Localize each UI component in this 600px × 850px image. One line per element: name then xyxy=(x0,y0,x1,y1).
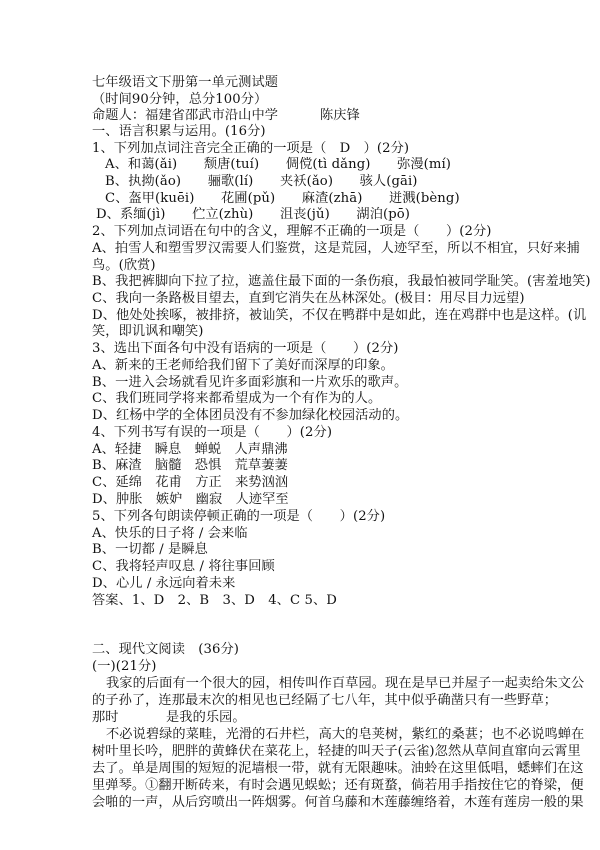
q3-option-a: A、新来的王老师给我们留下了美好而深厚的印象。 xyxy=(92,358,394,373)
passage-p2-line5: 会啪的一声，从后窍喷出一阵烟雾。何首乌藤和木莲藤缠络着，木莲有莲房一般的果 xyxy=(92,795,584,810)
q4-option-a: A、轻捷 瞬息 蝉蜕 人声鼎沸 xyxy=(92,442,288,457)
q1-option-b: B、执拗(ǎo) 骊歌(lí) 夹袄(ǎo) 骇人(gāi) xyxy=(105,174,418,189)
q1-option-a: A、和蔼(ǎi) 颓唐(tuí) 倜傥(tì dǎng) 弥漫(mí) xyxy=(105,157,452,172)
passage-p2-line2: 树叶里长吟，肥胖的黄蜂伏在菜花上，轻捷的叫天子(云雀)忽然从草间直窜向云霄里 xyxy=(92,744,581,759)
q1-stem: 1、下列加点词注音完全正确的一项是（ D ）(2分) xyxy=(92,141,410,156)
q3-stem: 3、选出下面各句中没有语病的一项是（ ）(2分) xyxy=(92,341,399,356)
section1-heading: 一、语言积累与运用。(16分) xyxy=(92,124,266,139)
q2-option-a-line1: A、拍雪人和塑雪罗汉需要人们鉴赏，这是荒园，人迹罕至，所以不相宜，只好来捕 xyxy=(92,241,580,256)
q5-option-b: B、一切都 / 是瞬息 xyxy=(92,542,208,557)
q5-option-a: A、快乐的日子将 / 会来临 xyxy=(92,526,248,541)
section2-heading: 二、现代文阅读 (36分) xyxy=(92,642,240,657)
passage-p2-line3: 去了。单是周围的短短的泥墙根一带，就有无限趣味。油蛉在这里低唱，蟋蟀们在这 xyxy=(92,761,584,776)
q2-option-b: B、我把裤脚向下拉了拉，遮盖住最下面的一条伤痕，我最怕被同学耻笑。(害羞地笑) xyxy=(92,274,591,289)
q3-option-d: D、红杨中学的全体团员没有不参加绿化校园活动的。 xyxy=(92,408,409,423)
q1-option-c: C、盔甲(kuēi) 花圃(pǔ) 麻渣(zhā) 迸溅(bèng) xyxy=(105,191,460,206)
passage-p1-line3a: 那时 xyxy=(92,710,119,725)
author-label: 命题人：福建省邵武市沿山中学 xyxy=(92,108,279,123)
q4-option-b: B、麻渣 脑髓 恐惧 荒草萋萋 xyxy=(92,458,288,473)
passage-p1-line3b: 是我的乐园。 xyxy=(166,710,246,725)
q2-option-c: C、我向一条路极目望去，直到它消失在丛林深处。(极目：用尽目力远望) xyxy=(92,291,525,306)
passage-p1-line2: 的子孙了，连那最末次的相见也已经隔了七八年，其中似乎确凿只有一些野草； xyxy=(92,693,558,708)
q3-option-b: B、一进入会场就看见许多面彩旗和一片欢乐的歌声。 xyxy=(92,375,408,390)
document-title: 七年级语文下册第一单元测试题 xyxy=(92,75,279,90)
reading-part1-heading: (一)(21分) xyxy=(92,659,157,674)
exam-time-info: （时间90分钟，总分100分） xyxy=(92,92,268,107)
q5-option-c: C、我将轻声叹息 / 将往事回顾 xyxy=(92,559,275,574)
q2-option-d-line1: D、他处处挨啄，被排挤，被讪笑，不仅在鸭群中是如此，连在鸡群中也是这样。(讥 xyxy=(92,308,587,323)
author-name: 陈庆锋 xyxy=(320,108,360,123)
passage-p1-line1: 我家的后面有一个很大的园，相传叫作百草园。现在是早已并屋子一起卖给朱文公 xyxy=(106,676,585,691)
passage-p2-line4: 里弹琴。①翻开断砖来，有时会遇见蜈蚣；还有斑蝥，倘若用手指按住它的脊梁，便 xyxy=(92,778,584,793)
answer-key: 答案、1、D 2、B 3、D 4、C 5、D xyxy=(92,593,337,608)
q5-stem: 5、下列各句朗读停顿正确的一项是（ ）(2分) xyxy=(92,509,386,524)
q1-option-d: D、系缅(jì) 伫立(zhù) 沮丧(jǔ) 湖泊(pō) xyxy=(96,207,411,222)
q2-stem: 2、下列加点词语在句中的含义，理解不正确的一项是（ ）(2分) xyxy=(92,224,492,239)
q4-option-d: D、肿胀 嫉妒 幽寂 人迹罕至 xyxy=(92,492,289,507)
q4-option-c: C、延绵 花甫 方正 来势汹汹 xyxy=(92,475,289,490)
q2-option-a-line2: 鸟。(欣赏) xyxy=(92,258,156,273)
q5-option-d: D、心儿 / 永远向着未来 xyxy=(92,576,236,591)
q4-stem: 4、下列书写有误的一项是（ ）(2分) xyxy=(92,425,333,440)
q2-option-d-line2: 笑，即讥讽和嘲笑) xyxy=(92,324,204,339)
q3-option-c: C、我们班同学将来都希望成为一个有作为的人。 xyxy=(92,391,382,406)
passage-p2-line1: 不必说碧绿的菜畦，光滑的石井栏，高大的皂荚树，紫红的桑葚；也不必说鸣蝉在 xyxy=(106,727,585,742)
